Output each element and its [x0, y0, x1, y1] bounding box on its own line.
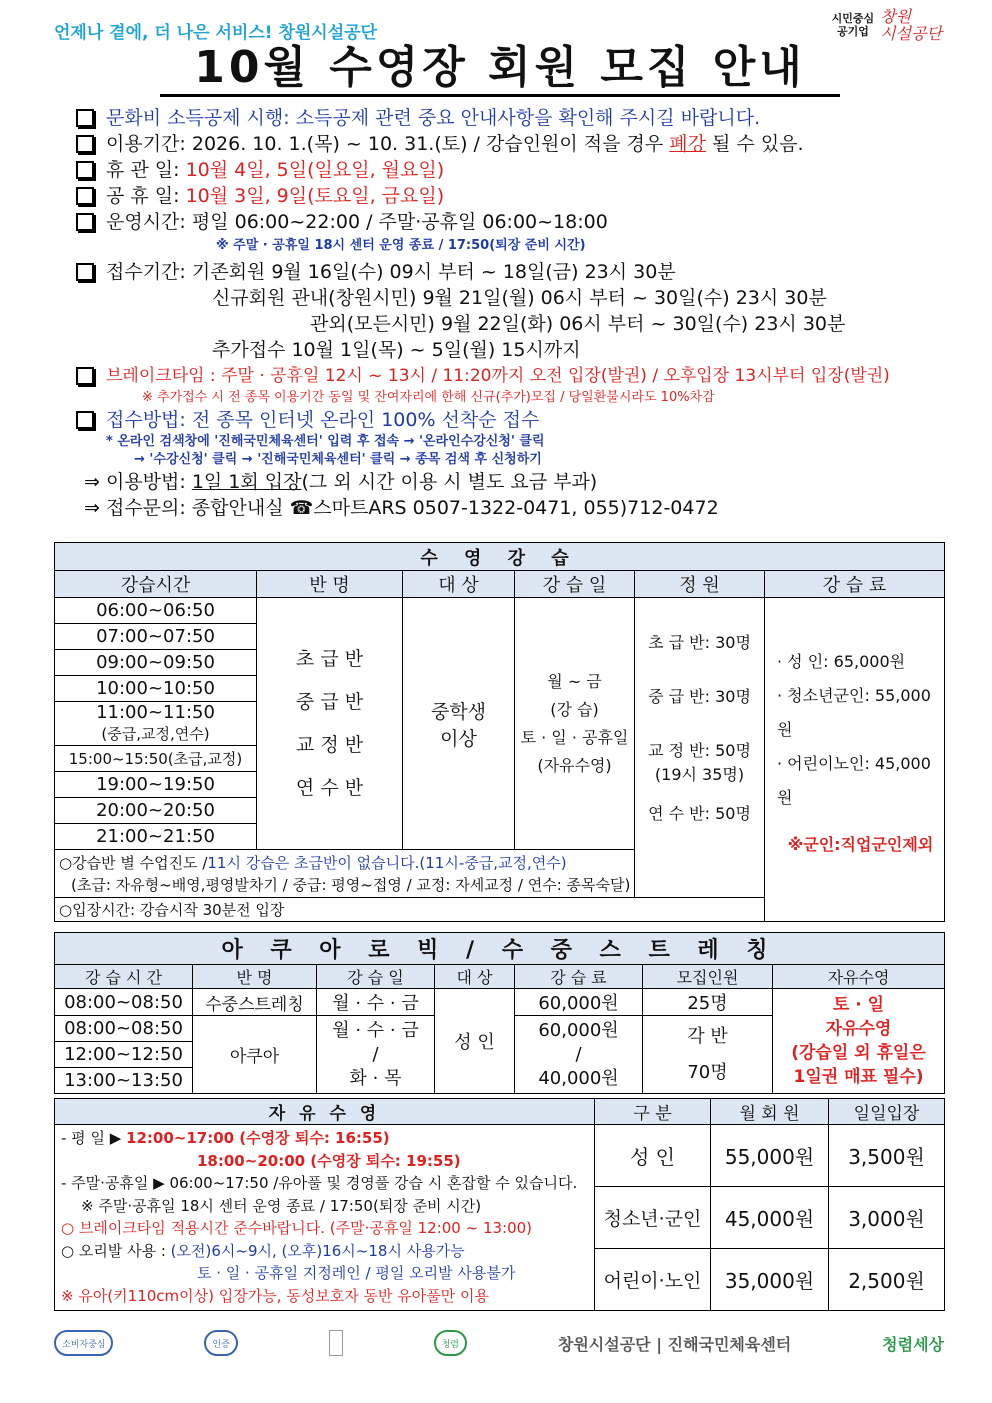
checkbox-icon: [76, 213, 94, 231]
swim-time: 21:00~21:50: [55, 824, 257, 850]
days-line: (강 습): [550, 699, 599, 719]
swim-time: 07:00~07:50: [55, 624, 257, 650]
reg-line2: 신규회원 관내(창원시민) 9월 21일(월) 06시 부터 ~ 30일(수) 23시 30분: [212, 287, 827, 309]
swim-time: 09:00~09:50: [55, 650, 257, 676]
days-line: (자유수영): [537, 755, 612, 775]
fins-note: 토 · 일 · 공휴일 지정레인 / 평일 오리발 사용불가: [197, 1264, 516, 1282]
swim-header: 반 명: [257, 571, 403, 598]
brand-script: [880, 8, 942, 42]
info-hours: [76, 209, 976, 235]
swim-header: 정 원: [635, 571, 765, 598]
days-line: /: [372, 1043, 379, 1065]
swim-title: 수 영 강 습: [55, 543, 945, 571]
info-holiday: [76, 183, 976, 209]
brand-tag-line2: 공기업: [836, 25, 869, 38]
method-note2: → '수강신청' 클릭 → '진해국민체육센터' 클릭 → 종목 검색 후 신청하기: [134, 452, 542, 467]
price-daily: 3,500원: [829, 1125, 945, 1187]
header-slogan: 언제나 곁에, 더 나은 서비스! 창원시설공단: [54, 23, 377, 43]
certification-logo: 인증: [204, 1330, 237, 1356]
brand-tag-line1: 시민중심: [831, 12, 875, 25]
weekday-time2: 18:00~20:00 (수영장 퇴수: 19:55): [197, 1151, 461, 1170]
swim-header: 강 습 일: [515, 571, 635, 598]
page-title: 10월 수영장 회원 모집 안내: [160, 42, 840, 97]
info-closed: [76, 157, 976, 183]
aqua-table: [54, 932, 945, 1094]
price-monthly: 35,000원: [711, 1249, 829, 1311]
swim-time: 20:00~20:50: [55, 798, 257, 824]
free-swim-table: [54, 1098, 945, 1311]
aqua-fee: 60,000원: [515, 989, 643, 1016]
swim-progress: [55, 850, 635, 898]
fee-line: · 어린이노인: 45,000원: [777, 753, 931, 807]
capacity-line: 연 수 반: 50명: [648, 804, 751, 823]
free-line: 자유수영: [825, 1019, 892, 1039]
class-name: 중 급 반: [295, 690, 364, 713]
fee-line: 40,000원: [538, 1067, 619, 1089]
class-name: 초 급 반: [295, 647, 364, 670]
progress-prefix: ○강습반 별 수업진도 /: [59, 853, 208, 872]
swim-days: [515, 598, 635, 850]
consumer-logo: 소비자중심: [54, 1330, 113, 1356]
aqua-header: 강 습 일: [317, 965, 435, 989]
checkbox-icon: [76, 109, 94, 127]
brand-script-line2: 시설공단: [880, 24, 942, 43]
progress-note: 11시 강습은 초급반이 없습니다.(11시-중급,교정,연수): [207, 853, 567, 872]
price-type: 성 인: [595, 1125, 711, 1187]
price-daily: 2,500원: [829, 1249, 945, 1311]
swim-classes: [257, 598, 403, 850]
price-daily: 3,000원: [829, 1187, 945, 1249]
checkbox-icon: [76, 187, 94, 205]
culture-text: 문화비 소득공제 시행: 소득공제 관련 중요 안내사항을 확인해 주시길 바랍니다.: [106, 107, 761, 129]
swim-capacity: [635, 598, 765, 898]
price-monthly: 45,000원: [711, 1187, 829, 1249]
swim-time: 06:00~06:50: [55, 598, 257, 624]
checkbox-icon: [76, 135, 94, 153]
swim-time: 19:00~19:50: [55, 772, 257, 798]
footer-logos: [54, 1325, 944, 1361]
swim-fees: [765, 598, 945, 922]
toddler-note: ※ 유아(키110cm이상) 입장가능, 동성보호자 동반 유아풀만 이용: [61, 1286, 489, 1305]
info-section: [76, 105, 976, 521]
price-type: 청소년·군인: [595, 1187, 711, 1249]
info-period: [76, 131, 976, 157]
capacity-line: 70명: [687, 1061, 728, 1083]
swim-target: [403, 598, 515, 850]
closed-label: 휴 관 일:: [106, 159, 186, 181]
usage-once: 1일 1회 입장: [191, 471, 302, 493]
break-text: ○ 브레이크타임 적용시간 준수바랍니다. (주말·공휴일 12:00 ~ 13:00): [61, 1219, 533, 1237]
contact-row: ⇒ 접수문의: 종합안내실 ☎스마트ARS 0507-1322-0471, 055)712-0472: [84, 497, 719, 519]
usage-prefix: ⇒ 이용방법:: [84, 471, 192, 493]
award-logo: [329, 1330, 343, 1356]
fins-value: (오전)6시~9시, (오후)16시~18시 사용가능: [170, 1241, 465, 1260]
capacity-line: 초 급 반: 30명: [648, 633, 751, 652]
info-culture: [76, 105, 976, 131]
fee-note: ※군인:직업군인제외: [787, 834, 934, 854]
info-method: [76, 407, 976, 433]
target-line: 중학생: [430, 700, 487, 723]
swim-header: 대 상: [403, 571, 515, 598]
hours-text: 운영시간: 평일 06:00~22:00 / 주말·공휴일 06:00~18:00: [106, 211, 608, 233]
brand-script-line1: 창원: [880, 7, 912, 26]
method-text: 접수방법: 전 종목 인터넷 온라인 100% 선착순 접수: [106, 409, 540, 431]
org-name: 창원시설공단 | 진해국민체육센터: [557, 1334, 792, 1354]
swim-time: 10:00~10:50: [55, 676, 257, 702]
period-close: 폐강: [669, 133, 707, 155]
reg-line4: 추가접수 10월 1일(목) ~ 5일(월) 15시까지: [212, 339, 581, 361]
aqua-header: 대 상: [435, 965, 515, 989]
price-header: 월 회 원: [711, 1099, 829, 1125]
price-type: 어린이·노인: [595, 1249, 711, 1311]
price-header: 구 분: [595, 1099, 711, 1125]
aqua-capacity: 25명: [643, 989, 773, 1016]
progress-detail: (초급: 자유형~배영,평영발차기 / 중급: 평영~접영 / 교정: 자세교정 / 연수: 종목숙달): [71, 875, 631, 894]
price-monthly: 55,000원: [711, 1125, 829, 1187]
swim-table: [54, 542, 945, 922]
info-break: [76, 363, 976, 389]
swim-time: 15:00~15:50(초급,교정): [55, 746, 257, 772]
aqua-time: 12:00~12:50: [55, 1042, 193, 1068]
weekday-label: - 평 일 ▶: [61, 1129, 127, 1147]
aqua-capacity: [643, 1016, 773, 1094]
aqua-header: 자유수영: [773, 965, 945, 989]
aqua-title: 아 쿠 아 로 빅 / 수 중 스 트 레 칭: [55, 933, 945, 965]
days-line: 월 · 수 · 금: [332, 1019, 419, 1041]
reg-line3: 관외(모든시민) 9월 22일(화) 06시 부터 ~ 30일(수) 23시 30분: [310, 313, 846, 335]
free-line: (강습일 외 휴일은: [791, 1043, 926, 1063]
free-swim-info: [55, 1125, 595, 1311]
swim-entry: ○입장시간: 강습시작 30분전 입장: [55, 898, 765, 922]
swim-header: 강습시간: [55, 571, 257, 598]
class-name: 연 수 반: [295, 776, 364, 799]
holiday-value: 10월 3일, 9일(토요일, 금요일): [185, 185, 445, 207]
fee-line: 60,000원: [538, 1019, 619, 1041]
holiday-label: 공 휴 일:: [106, 185, 186, 207]
integrity-logo: 청렴: [434, 1330, 467, 1356]
swim-time: 11:00~11:50: [55, 702, 257, 724]
aqua-header: 반 명: [193, 965, 317, 989]
aqua-time: 08:00~08:50: [55, 1016, 193, 1042]
clean-world-logo: 청렴세상: [882, 1334, 944, 1354]
aqua-class: 수중스트레칭: [193, 989, 317, 1016]
checkbox-icon: [76, 161, 94, 179]
fee-line: · 성 인: 65,000원: [777, 651, 906, 671]
brand-tag: [832, 12, 875, 38]
weekend-note: ※ 주말·공휴일 18시 센터 운영 종료 / 17:50(퇴장 준비 시간): [81, 1196, 482, 1215]
checkbox-icon: [76, 263, 94, 281]
break-note: ※ 추가접수 시 전 종목 이용기간 동일 및 잔여자리에 한해 신규(추가)모집 / 당일환불시라도 10%차감: [142, 390, 715, 405]
period-tail: 될 수 있음.: [706, 133, 804, 155]
days-line: 월 ~ 금: [547, 671, 602, 691]
hours-note: ※ 주말 · 공휴일 18시 센터 운영 종료 / 17:50(퇴장 준비 시간): [216, 238, 586, 253]
checkbox-icon: [76, 367, 94, 385]
aqua-target: 성 인: [435, 989, 515, 1094]
usage-row: [84, 469, 976, 495]
swim-time-note: (중급,교정,연수): [55, 724, 257, 746]
closed-value: 10월 4일, 5일(일요일, 월요일): [185, 159, 445, 181]
aqua-days: 월 · 수 · 금: [317, 989, 435, 1016]
weekend-text: - 주말·공휴일 ▶ 06:00~17:50 /유아풀 및 경영풀 강습 시 혼잡할 수 있습니다.: [61, 1174, 578, 1192]
aqua-header: 강 습 시 간: [55, 965, 193, 989]
swim-header: 강 습 료: [765, 571, 945, 598]
free-line: 1일권 매표 필수): [793, 1067, 924, 1087]
aqua-days: [317, 1016, 435, 1094]
break-text: 브레이크타임 : 주말 · 공휴일 12시 ~ 13시 / 11:20까지 오전 입장(발권) / 오후입장 13시부터 입장(발권): [106, 366, 890, 386]
brand-logo: [832, 8, 942, 42]
fee-line: · 청소년군인: 55,000원: [777, 685, 931, 739]
fee-line: /: [575, 1043, 582, 1065]
aqua-fee: [515, 1016, 643, 1094]
aqua-header: 모집인원: [643, 965, 773, 989]
aqua-time: 08:00~08:50: [55, 989, 193, 1016]
capacity-line: 각 반: [687, 1025, 728, 1047]
free-swim-title: 자 유 수 영: [55, 1099, 595, 1125]
period-text: 이용기간: 2026. 10. 1.(목) ~ 10. 31.(토) / 강습인원이 적을 경우: [106, 133, 670, 155]
reg-line1: 접수기간: 기존회원 9월 16일(수) 09시 부터 ~ 18일(금) 23시 30분: [106, 261, 676, 283]
fins-label: ○ 오리발 사용 :: [61, 1241, 171, 1260]
capacity-line: 교 정 반: 50명: [648, 741, 751, 760]
method-note1: * 온라인 검색창에 '진해국민체육센터' 입력 후 접속 → '온라인수강신청' 클릭: [106, 434, 545, 449]
class-name: 교 정 반: [295, 733, 364, 756]
aqua-time: 13:00~13:50: [55, 1068, 193, 1094]
target-line: 이상: [440, 727, 477, 750]
capacity-line: 중 급 반: 30명: [648, 687, 751, 706]
aqua-header: 강 습 료: [515, 965, 643, 989]
info-registration: [76, 259, 976, 285]
usage-tail: (그 외 시간 이용 시 별도 요금 부과): [301, 471, 598, 493]
aqua-free-swim: [773, 989, 945, 1094]
days-line: 토 · 일 · 공휴일: [520, 727, 629, 747]
free-line: 토 · 일: [832, 995, 885, 1015]
checkbox-icon: [76, 411, 94, 429]
aqua-class: 아쿠아: [193, 1016, 317, 1094]
days-line: 화 · 목: [349, 1067, 402, 1089]
price-header: 일일입장: [829, 1099, 945, 1125]
weekday-time1: 12:00~17:00 (수영장 퇴수: 16:55): [126, 1129, 390, 1147]
capacity-line: (19시 35명): [654, 765, 745, 784]
